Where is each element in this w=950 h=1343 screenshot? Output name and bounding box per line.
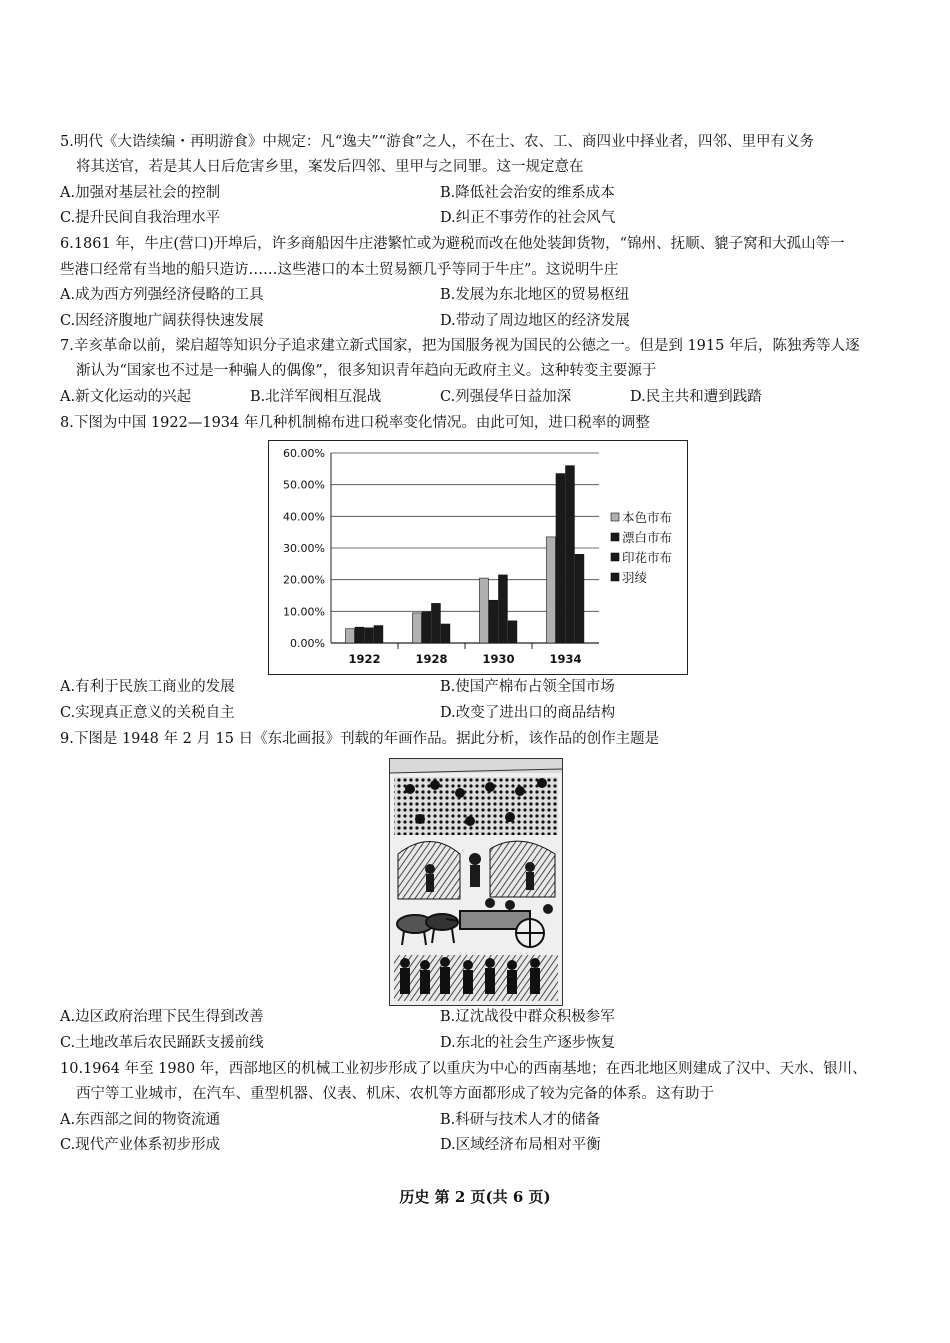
q6-option-a[interactable]: A.成为西方列强经济侵略的工具 bbox=[60, 287, 264, 303]
q7-option-b[interactable]: B.北洋军阀相互混战 bbox=[250, 389, 382, 405]
x-tick-label: 1930 bbox=[482, 652, 515, 666]
q6-stem: 6.1861 年，牛庄(营口)开埠后，许多商船因牛庄港繁忙或为避税而改在他处装卸货物，“锦州、抚顺、貔子窝和大孤山等一 bbox=[60, 236, 845, 252]
bar-1928-3 bbox=[441, 624, 450, 643]
bar-1922-3 bbox=[374, 626, 383, 643]
q6-option-b[interactable]: B.发展为东北地区的贸易枢纽 bbox=[440, 287, 630, 303]
bar-1922-2 bbox=[365, 628, 374, 643]
bar-1928-2 bbox=[432, 603, 441, 643]
q5-option-c[interactable]: C.提升民间自我治理水平 bbox=[60, 210, 221, 226]
q8-option-c[interactable]: C.实现真正意义的关税自主 bbox=[60, 705, 235, 721]
legend-label: 羽绫 bbox=[622, 570, 648, 585]
y-tick-label: 40.00% bbox=[283, 510, 325, 524]
x-tick-label: 1934 bbox=[549, 652, 582, 666]
q8-option-a[interactable]: A.有利于民族工商业的发展 bbox=[60, 679, 235, 695]
bar-1922-0 bbox=[346, 629, 355, 643]
q5-stem: 5.明代《大诰续编・再明游食》中规定：凡“逸夫”“游食”之人，不在士、农、工、商四业中择业者，四邻、里甲有义务 bbox=[60, 134, 814, 150]
q9-option-b[interactable]: B.辽沈战役中群众积极参军 bbox=[440, 1009, 615, 1025]
q7-option-c[interactable]: C.列强侵华日益加深 bbox=[440, 389, 572, 405]
q6-stem-cont: 些港口经常有当地的船只造访……这些港口的本土贸易额几乎等同于牛庄”。这说明牛庄 bbox=[60, 262, 619, 278]
q10-option-c[interactable]: C.现代产业体系初步形成 bbox=[60, 1137, 221, 1153]
x-tick-label: 1928 bbox=[415, 652, 448, 666]
bar-1930-1 bbox=[489, 600, 498, 643]
q7-option-d[interactable]: D.民主共和遭到践踏 bbox=[630, 389, 762, 405]
legend-swatch bbox=[611, 533, 619, 541]
q5-stem-cont: 将其送官，若是其人日后危害乡里，案发后四邻、里甲与之同罪。这一规定意在 bbox=[76, 159, 584, 175]
bar-1928-1 bbox=[422, 612, 431, 643]
q10-option-d[interactable]: D.区域经济布局相对平衡 bbox=[440, 1137, 601, 1153]
bar-1930-0 bbox=[480, 578, 489, 643]
q8-option-b[interactable]: B.使国产棉布占领全国市场 bbox=[440, 679, 615, 695]
q5-option-b[interactable]: B.降低社会治安的维系成本 bbox=[440, 185, 615, 201]
y-tick-label: 30.00% bbox=[283, 542, 325, 555]
legend-swatch bbox=[611, 553, 619, 561]
bar-1934-0 bbox=[547, 537, 556, 643]
legend-label: 印花市布 bbox=[622, 550, 673, 565]
q6-option-c[interactable]: C.因经济腹地广阔获得快速发展 bbox=[60, 313, 264, 329]
q10-stem-cont: 西宁等工业城市，在汽车、重型机器、仪表、机床、农机等方面都形成了较为完备的体系。这有助于 bbox=[76, 1086, 714, 1102]
legend-label: 漂白市布 bbox=[622, 530, 673, 545]
y-tick-label: 20.00% bbox=[283, 573, 325, 587]
q7-stem-cont: 渐认为“国家也不过是一种骗人的偶像”，很多知识青年趋向无政府主义。这种转变主要源于 bbox=[76, 363, 657, 379]
q8-option-d[interactable]: D.改变了进出口的商品结构 bbox=[440, 705, 616, 721]
tariff-chart bbox=[268, 440, 688, 675]
q10-option-b[interactable]: B.科研与技术人才的储备 bbox=[440, 1112, 601, 1128]
q7-stem: 7.辛亥革命以前，梁启超等知识分子追求建立新式国家，把为国服务视为国民的公德之一。但是到 1915 年后，陈独秀等人逐 bbox=[60, 338, 860, 354]
y-tick-label: 60.00% bbox=[283, 447, 325, 460]
legend-label: 本色市布 bbox=[622, 510, 673, 525]
page-footer: 历史 第 2 页(共 6 页) bbox=[399, 1188, 551, 1206]
woodblock-art-svg bbox=[390, 759, 562, 1005]
q10-option-a[interactable]: A.东西部之间的物资流通 bbox=[60, 1112, 221, 1128]
q6-option-d[interactable]: D.带动了周边地区的经济发展 bbox=[440, 313, 630, 329]
bar-1922-1 bbox=[355, 627, 364, 643]
bar-1934-2 bbox=[566, 466, 575, 643]
q9-option-a[interactable]: A.边区政府治理下民生得到改善 bbox=[60, 1009, 264, 1025]
bar-1930-2 bbox=[499, 575, 508, 643]
bar-1930-3 bbox=[508, 621, 517, 643]
y-tick-label: 0.00% bbox=[290, 637, 325, 650]
q5-option-d[interactable]: D.纠正不事劳作的社会风气 bbox=[440, 210, 616, 226]
bar-1934-1 bbox=[556, 474, 565, 643]
woodblock-new-year-painting-icon bbox=[389, 758, 563, 1006]
q9-option-d[interactable]: D.东北的社会生产逐步恢复 bbox=[440, 1035, 616, 1051]
bar-1934-3 bbox=[575, 554, 584, 643]
q9-option-c[interactable]: C.土地改革后农民踊跃支援前线 bbox=[60, 1035, 264, 1051]
q8-stem: 8.下图为中国 1922—1934 年几种机制棉布进口税率变化情况。由此可知，进口税率的调整 bbox=[60, 415, 650, 431]
bar-1928-0 bbox=[413, 613, 422, 643]
y-tick-label: 10.00% bbox=[283, 605, 325, 619]
legend-swatch bbox=[611, 573, 619, 581]
q5-option-a[interactable]: A.加强对基层社会的控制 bbox=[60, 185, 221, 201]
x-tick-label: 1922 bbox=[348, 652, 381, 666]
q7-option-a[interactable]: A.新文化运动的兴起 bbox=[60, 389, 192, 405]
y-tick-label: 50.00% bbox=[283, 478, 325, 492]
tariff-chart-svg bbox=[269, 441, 687, 674]
legend-swatch bbox=[611, 513, 619, 521]
q9-stem: 9.下图是 1948 年 2 月 15 日《东北画报》刊载的年画作品。据此分析，该作品的创作主题是 bbox=[60, 731, 660, 747]
q10-stem: 10.1964 年至 1980 年，西部地区的机械工业初步形成了以重庆为中心的西南基地；在西北地区则建成了汉中、天水、银川、 bbox=[60, 1061, 867, 1077]
